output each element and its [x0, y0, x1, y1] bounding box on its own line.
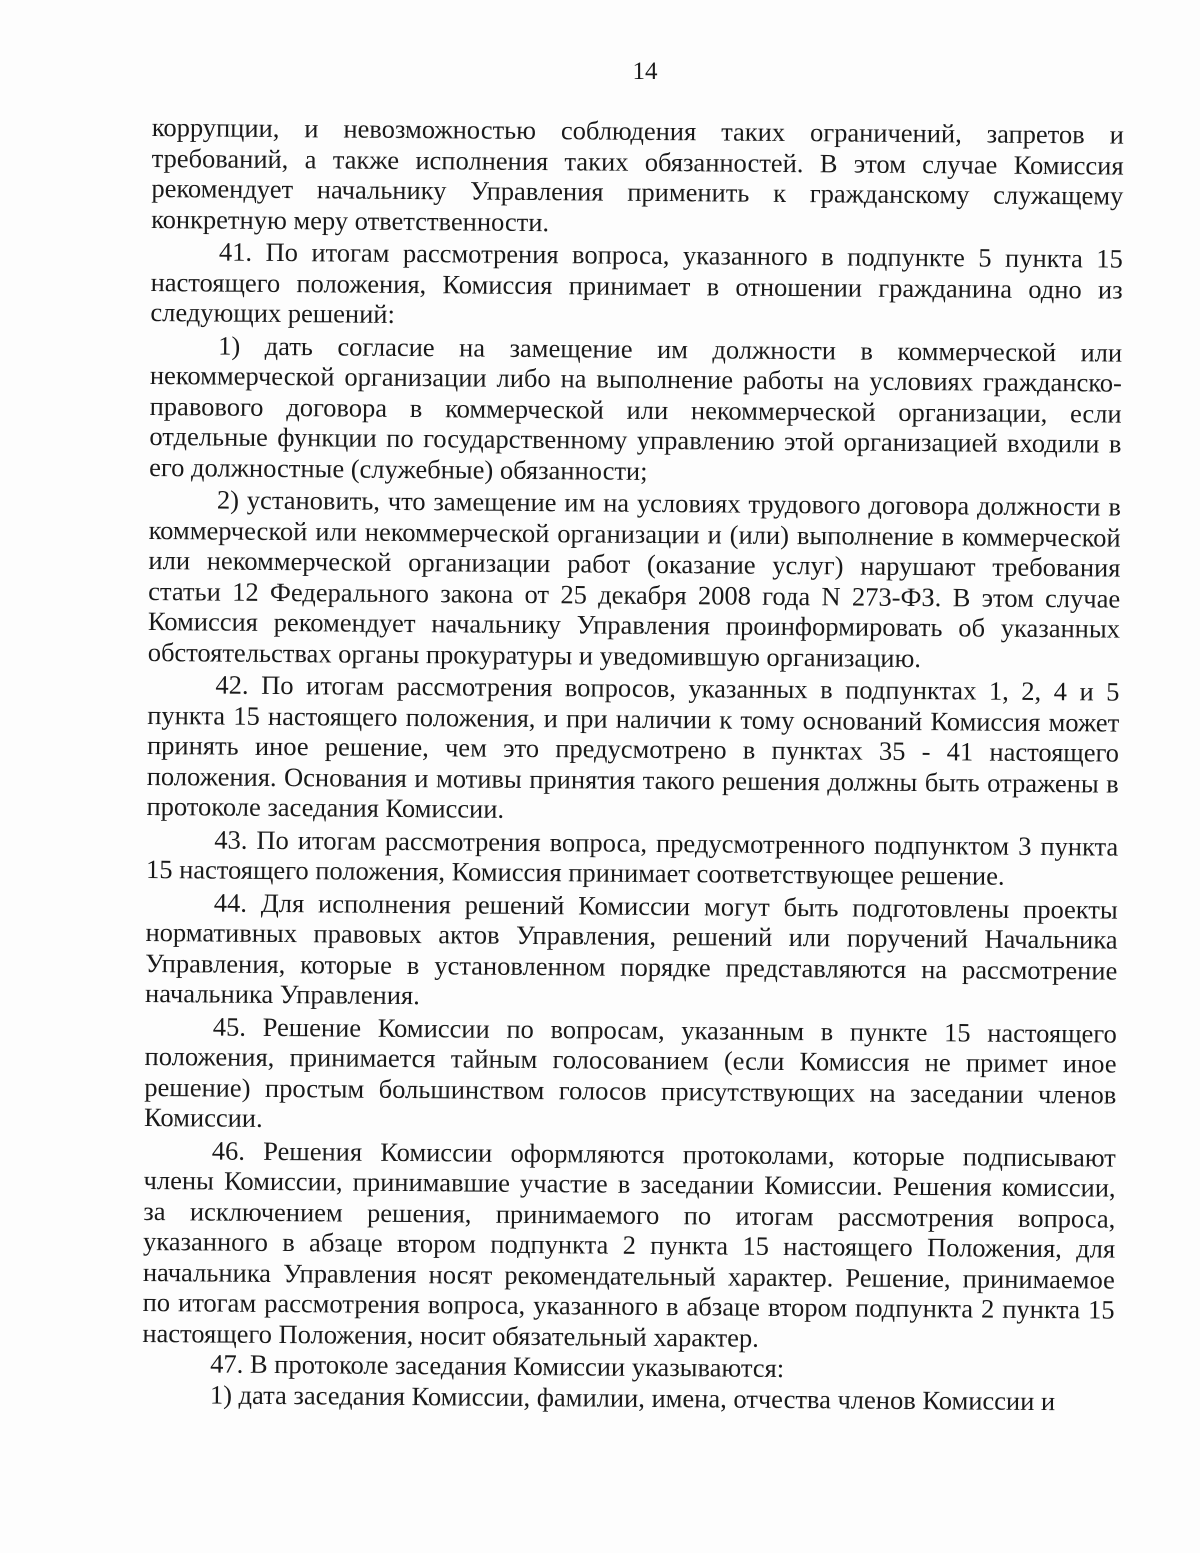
paragraph-47-item-1: 1) дата заседания Комиссии, фамилии, имена, отчества членов Комиссии и [209, 1378, 1056, 1416]
paragraph-1: коррупции, и невозможностью соблюдения таких ограничений, запретов и требований, а также исполнения таких обязанностей. В этом случае Комиссия рекомендует начальнику Управления применить к гражданскому служащему конкретную меру ответственности. [151, 112, 1124, 237]
page-number: 14 [632, 58, 658, 85]
paragraph-41-item-2: 2) установить, что замещение им на условиях трудового договора должности в коммерческой или некоммерческой организации и (или) выполнение в коммерческой или некоммерческой организации работ (оказание услуг) нарушают требования статьи 12 Федерального закона от 25 декабря 2008 года N 273-ФЗ. В этом случае Комиссия рекомендует начальнику Управления проинформировать об указанных обстоятельствах органы прокуратуры и уведомившую организацию. [147, 484, 1122, 673]
paragraph-44: 44. Для исполнения решений Комиссии могут быть подготовлены проекты нормативных правовых актов Управления, решений или поручений Начальника Управления, которые в установленном порядке представляются на рассмотрение начальника Управления. [144, 887, 1118, 1011]
paragraph-47: 47. В протоколе заседания Комиссии указываются: [210, 1348, 785, 1384]
paragraph-41-item-1: 1) дать согласие на замещение им должности в коммерческой или некоммерческой организации либо на выполнение работы на условиях гражданско-правового договора в коммерческой или некоммерческой организации, если отдельные функции по государственному управлению этой организацией входили в его должностные (служебные) обязанности; [149, 330, 1123, 486]
paragraph-46: 46. Решения Комиссии оформляются протоколами, которые подписывают члены Комиссии, принимавшие участие в заседании Комиссии. Решения комиссии, за исключением решения, принимаемого по итогам рассмотрения вопроса, указанного в абзаце втором подпункта 2 пункта 15 настоящего Положения, для начальника Управления носят рекомендательный характер. Решение, принимаемое по итогам рассмотрения вопроса, указанного в абзаце втором подпункта 2 пункта 15 настоящего Положения, носит обязательный характер. [142, 1135, 1116, 1353]
paragraph-42: 42. По итогам рассмотрения вопросов, указанных в подпунктах 1, 2, 4 и 5 пункта 15 настоящего положения, и при наличии к тому оснований Комиссия может принять иное решение, чем это предусмотрено в пунктах 35 - 41 настоящего положения. Основания и мотивы принятия такого решения должны быть отражены в протоколе заседания Комиссии. [146, 669, 1120, 824]
document-body [142, 112, 1124, 1417]
paragraph-45: 45. Решение Комиссии по вопросам, указанным в пункте 15 настоящего положения, принимается тайным голосованием (если Комиссия не примет иное решение) простым большинством голосов присутствующих на заседании членов Комиссии. [143, 1011, 1117, 1133]
paragraph-43: 43. По итогам рассмотрения вопроса, предусмотренного подпунктом 3 пункта 15 настоящего положения, Комиссия принимает соответствующее решение. [145, 824, 1119, 891]
paragraph-41: 41. По итогам рассмотрения вопроса, указанного в подпункте 5 пункта 15 настоящего положения, Комиссия принимает в отношении гражданина одно из следующих решений: [150, 236, 1123, 329]
